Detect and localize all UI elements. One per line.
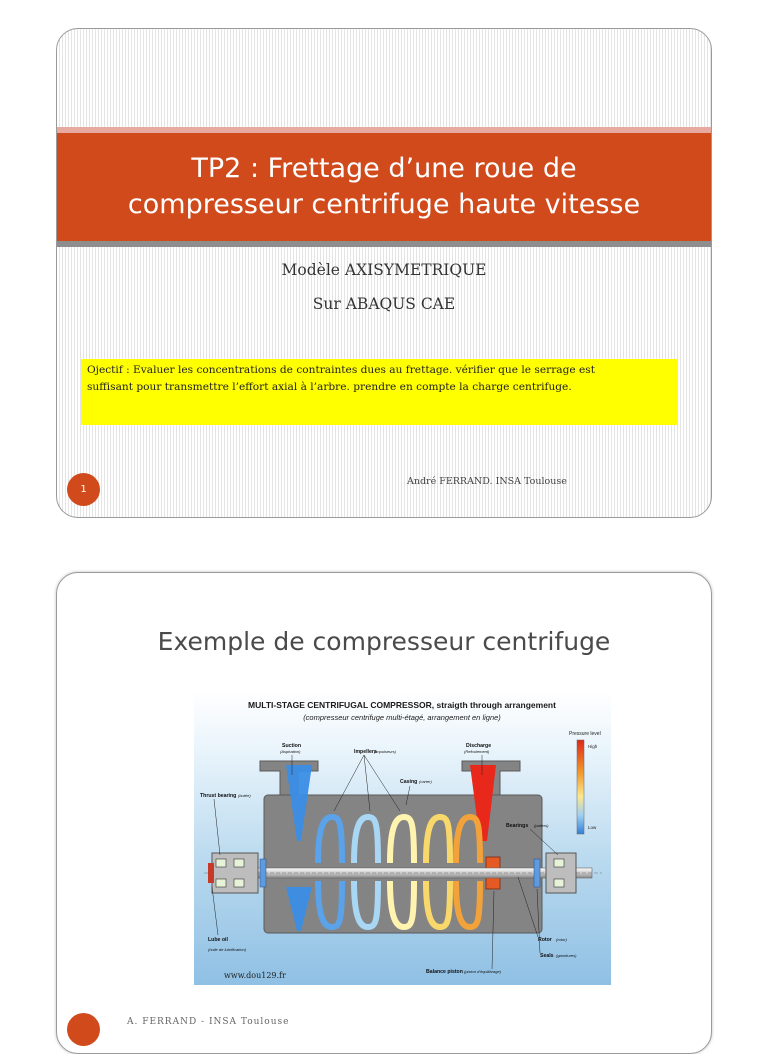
label-casing: Casing xyxy=(400,779,418,785)
figure-heading: MULTI-STAGE CENTRIFUGAL COMPRESSOR, straigth through arrangement xyxy=(248,700,556,710)
label-thrust-bearing: Thrust bearing xyxy=(200,793,237,799)
pressure-legend-bar xyxy=(577,740,584,834)
figure-subheading: (compresseur centrifuge multi-étagé, arrangement en ligne) xyxy=(303,713,501,722)
label-seals-fr: (garnitures) xyxy=(556,953,577,958)
label-balance-piston: Balance piston xyxy=(426,969,463,975)
label-discharge-fr: (Refoulement) xyxy=(464,749,490,754)
bearing-pad-left-bottom xyxy=(234,879,244,887)
slide-2 xyxy=(56,572,712,1054)
label-casing-fr: (carter) xyxy=(419,779,432,784)
objective-line-2: suffisant pour transmettre l’effort axial à l’arbre. prendre en compte la charge centrifuge. xyxy=(87,381,572,393)
title-band-bottom-stripe xyxy=(57,241,711,247)
page-number-badge-2 xyxy=(67,1013,100,1046)
subtitle-model: Modèle AXISYMETRIQUE xyxy=(281,261,487,279)
label-bearings-fr: (paliers) xyxy=(534,823,549,828)
bearing-pad-right-top xyxy=(554,859,564,867)
label-discharge: Discharge xyxy=(466,743,492,749)
label-bearings: Bearings xyxy=(506,823,529,829)
slide-2-footer: A. FERRAND - INSA Toulouse xyxy=(127,1017,290,1027)
label-rotor-fr: (rotor) xyxy=(556,937,567,942)
slide-1 xyxy=(56,28,712,518)
seal-right xyxy=(534,859,540,887)
leader-thrust-bearing xyxy=(214,799,220,855)
label-lube-oil-fr: (huile de lubrification) xyxy=(208,947,247,952)
label-impellers-fr: (impulseurs) xyxy=(374,749,397,754)
slide-1-title xyxy=(57,133,711,241)
bearing-pad-left-top xyxy=(234,859,244,867)
label-thrust-bearing-fr: (butée) xyxy=(238,793,251,798)
objective-box xyxy=(81,359,677,425)
legend-title: Pressure level xyxy=(569,731,601,737)
compressor-diagram xyxy=(194,691,611,985)
author-credit: André FERRAND. INSA Toulouse xyxy=(407,476,567,487)
label-suction: Suction xyxy=(282,743,302,749)
label-suction-fr: (Aspiration) xyxy=(280,749,301,754)
label-balance-piston-fr: (piston d'équilibrage) xyxy=(464,969,502,974)
slide-2-title: Exemple de compresseur centrifuge xyxy=(157,627,611,656)
bearing-pad-right-bottom xyxy=(554,879,564,887)
seal-left xyxy=(260,859,266,887)
objective-line-1: Ojectif : Evaluer les concentrations de contraintes dues au frettage. vérifier que le serrage est xyxy=(87,364,595,376)
figure-watermark: www.dou129.fr xyxy=(224,971,286,980)
leader-lube-oil xyxy=(212,887,218,935)
slide-1-title-line-1: TP2 : Frettage d’une roue de xyxy=(191,153,577,184)
legend-high: High xyxy=(588,744,598,749)
label-seals: Seals xyxy=(540,953,554,959)
legend-low: Low xyxy=(588,825,597,830)
page-number-badge: 1 xyxy=(67,473,100,506)
lube-oil-inlet xyxy=(208,863,214,883)
slide-1-title-line-2: compresseur centrifuge haute vitesse xyxy=(127,189,641,220)
label-impellers: Impellers xyxy=(354,749,377,755)
subtitle-software: Sur ABAQUS CAE xyxy=(312,295,456,313)
label-rotor: Rotor xyxy=(538,937,552,943)
label-lube-oil: Lube oil xyxy=(208,937,228,943)
thrust-bearing-pad-bottom xyxy=(216,879,226,887)
thrust-bearing-pad-top xyxy=(216,859,226,867)
